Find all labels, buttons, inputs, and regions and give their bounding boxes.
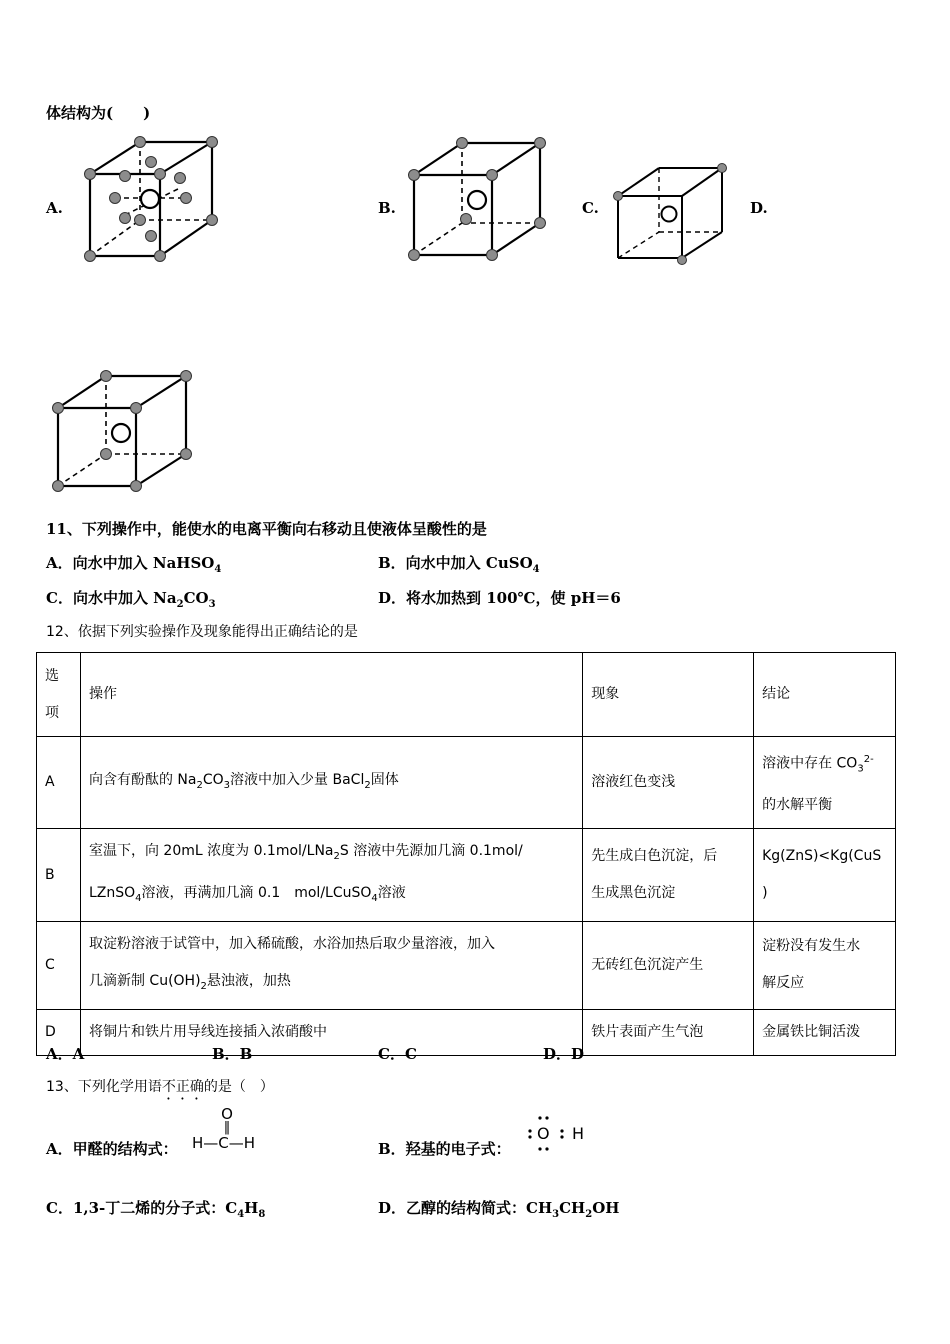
q12-stem: 12、依据下列实验操作及现象能得出正确结论的是 [46, 624, 358, 640]
row-conclusion: Kg(ZnS)<Kg(CuS ) [754, 829, 896, 922]
q13-option-b: B．羟基的电子式： [378, 1140, 511, 1158]
cube-a-diagram [80, 132, 225, 262]
q11-option-c: C．向水中加入 $Na_2CO_3$ [46, 589, 216, 610]
header-conclusion: 结论 [754, 653, 896, 737]
row-operation: 向含有酚酞的 $Na_2CO_3$溶液中加入少量 BaCl$_2$固体 [80, 737, 582, 829]
hydroxyl-electron-formula: O H [527, 1114, 592, 1160]
row-operation: 取淀粉溶液于试管中，加入稀硫酸，水浴加热后取少量溶液，加入 几滴新制 $Cu(OH)_2$悬浊液，加热 [80, 922, 582, 1010]
experiment-table [36, 652, 896, 1056]
q12-answer-c: C．C [378, 1045, 417, 1063]
row-operation: 室温下，向 20mL 浓度为 0.1mol/LNa$_2$S 溶液中先源加几滴 0.1mol/ LZnSO$_4$溶液，再满加几滴 0.1 mol/LCuSO$_4$溶液 [80, 829, 582, 922]
row-conclusion: 金属铁比铜活泼 [754, 1009, 896, 1055]
q10-label-a: A. [46, 199, 63, 217]
cube-d-diagram [48, 364, 198, 499]
q11-option-b: B．向水中加入 CuSO$_4$ [378, 554, 540, 575]
q11-stem: 11、下列操作中，能使水的电离平衡向右移动且使液体呈酸性的是 [46, 520, 487, 538]
row-key: D [37, 1009, 81, 1055]
q13-option-d: D．乙醇的结构简式：$CH_3CH_2OH$ [378, 1199, 620, 1220]
q10-stem-tail: 体结构为( ) [46, 104, 151, 122]
table-row [37, 829, 896, 922]
row-key: C [37, 922, 81, 1010]
q13-stem: 13、下列化学用语不正确的是（ ） [46, 1079, 274, 1095]
table-row [37, 1009, 896, 1055]
row-phenomenon: 无砖红色沉淀产生 [583, 922, 754, 1010]
row-key: A [37, 737, 81, 829]
q10-label-d: D. [750, 199, 768, 217]
q12-answer-d: D．D [543, 1045, 585, 1063]
table-row [37, 737, 896, 829]
q13-option-a: A．甲醛的结构式： [46, 1140, 178, 1158]
table-row [37, 922, 896, 1010]
cube-b-diagram [404, 133, 549, 263]
header-operation: 操作 [80, 653, 582, 737]
q12-answer-b: B．B [212, 1045, 253, 1063]
row-operation: 将铜片和铁片用导线连接插入浓硝酸中 [80, 1009, 582, 1055]
row-phenomenon: 溶液红色变浅 [583, 737, 754, 829]
header-phenomenon: 现象 [583, 653, 754, 737]
q10-label-b: B. [378, 199, 396, 217]
table-header-row [37, 653, 896, 737]
q13-option-c: C．1,3-丁二烯的分子式：$C_4H_8$ [46, 1199, 266, 1220]
row-key: B [37, 829, 81, 922]
q12-answer-a: A．A [46, 1045, 85, 1063]
q11-option-d: D．将水加热到 100℃，使 pH＝6 [378, 589, 621, 607]
q11-option-a: A．向水中加入 NaHSO$_4$ [46, 554, 222, 575]
header-option: 选 项 [37, 653, 81, 737]
q10-label-c: C. [582, 199, 599, 217]
formaldehyde-structure: O ‖ H—C—H [192, 1105, 256, 1152]
row-conclusion: 溶液中存在 $CO_3^{2-}$ 的水解平衡 [754, 737, 896, 829]
cube-c-diagram [609, 156, 729, 266]
row-phenomenon: 铁片表面产生气泡 [583, 1009, 754, 1055]
row-conclusion: 淀粉没有发生水 解反应 [754, 922, 896, 1010]
row-phenomenon: 先生成白色沉淀，后 生成黑色沉淀 [583, 829, 754, 922]
